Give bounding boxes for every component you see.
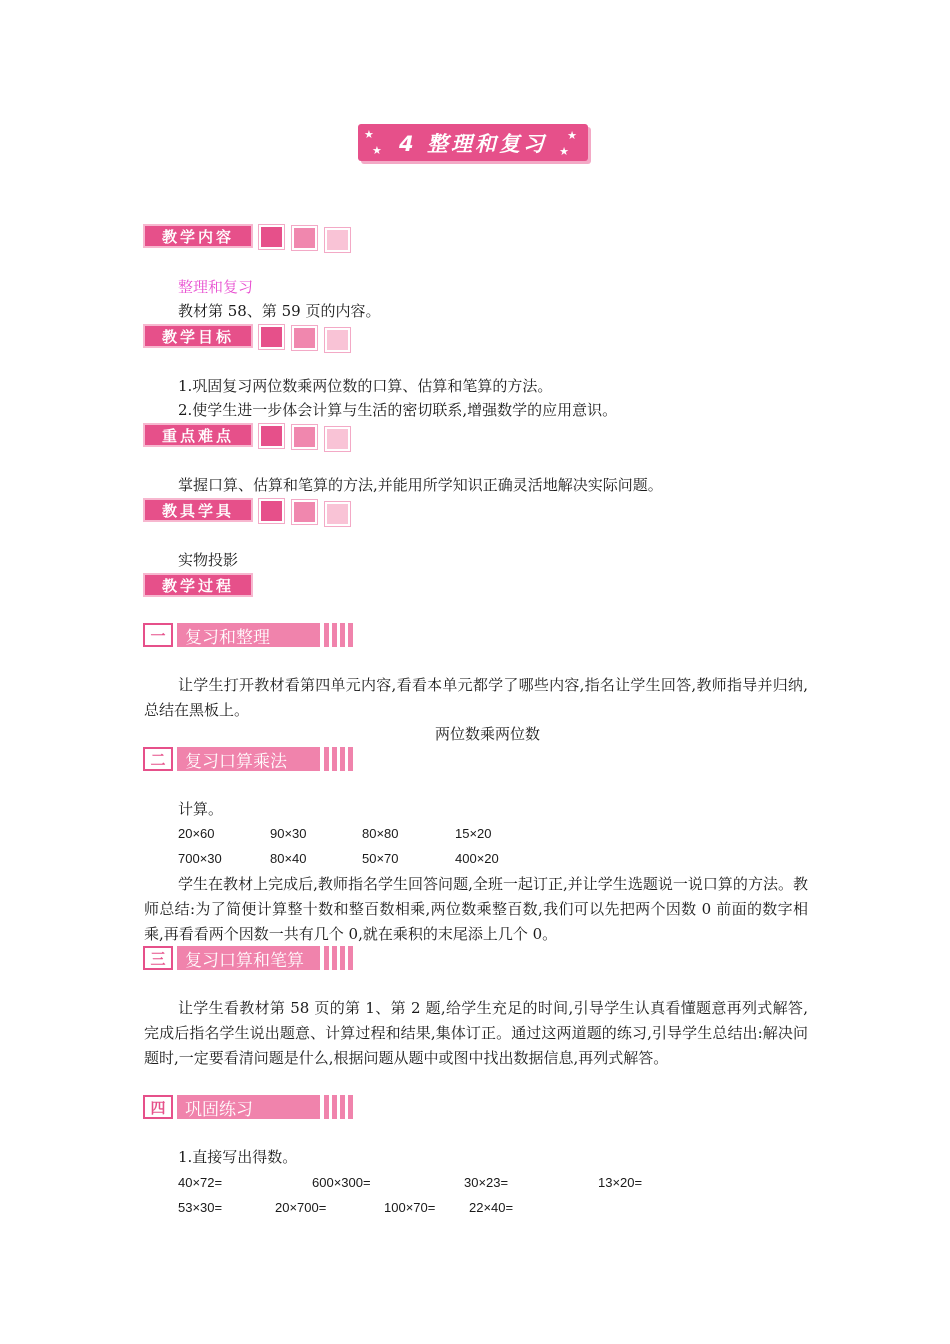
step1-paragraph: 让学生打开教材看第四单元内容,看看本单元都学了哪些内容,指名让学生回答,教师指导并归纳,总结在黑板上。 [144,676,808,719]
step-number: 四 [143,1095,173,1119]
tag-decoration [325,228,350,252]
tag-decoration [292,326,317,350]
stripe-decoration [324,1095,356,1119]
star-icon: ★ [559,145,572,158]
tag-decoration [325,427,350,451]
star-icon: ★ [364,128,377,141]
calc-item: 700×30 [178,851,222,866]
calc-item: 80×80 [362,826,399,841]
tag-decoration [259,424,284,448]
section-tag-process: 教学过程 [143,573,253,597]
exercise-item: 100×70= [384,1200,436,1215]
section-tag-keypoints: 重点难点 [143,423,253,447]
exercise-item: 30×23= [464,1175,509,1190]
tag-decoration [292,425,317,449]
step-banner-1 [143,623,361,647]
board-heading: 两位数乘两位数 [435,725,541,743]
exercise-item: 40×72= [178,1175,223,1190]
content-pages: 教材第 58、第 59 页的内容。 [178,302,381,320]
step2-paragraph: 学生在教材上完成后,教师指名学生回答问题,全班一起订正,并让学生选题说一说口算的方法。教师总结:为了简便计算整十数和整百数相乘,两位数乘整百数,我们可以先把两个因数 0 前面的数字相乘,再看看两个因数一共有几个 0,就在乘积的末尾添上几个 0。 [144,875,808,943]
star-icon: ★ [567,129,580,142]
step-title: 巩固练习 [177,1095,320,1119]
tag-decoration [259,225,284,249]
calc-item: 400×20 [455,851,499,866]
step-title: 复习口算乘法 [177,747,320,771]
step-title: 复习和整理 [177,623,320,647]
exercise-item: 22×40= [469,1200,514,1215]
section-tag-tools: 教具学具 [143,498,253,522]
tag-decoration [259,325,284,349]
step-number: 三 [143,946,173,970]
star-icon: ★ [372,144,385,157]
stripe-decoration [324,747,356,771]
tag-decoration [292,226,317,250]
exercise-item: 53×30= [178,1200,223,1215]
calc-item: 80×40 [270,851,307,866]
tools-text: 实物投影 [178,551,239,569]
exercise-item: 20×700= [275,1200,327,1215]
chapter-title: 4 整理和复习 [399,131,547,156]
stripe-decoration [324,623,356,647]
tag-decoration [259,499,284,523]
calc-item: 90×30 [270,826,307,841]
step-number: 二 [143,747,173,771]
step-banner-4 [143,1095,361,1119]
step-banner-2 [143,747,361,771]
chapter-title-banner [358,124,588,161]
content-topic: 整理和复习 [178,278,254,296]
step-number: 一 [143,623,173,647]
tag-decoration [325,328,350,352]
step2-intro: 计算。 [178,800,224,818]
stripe-decoration [324,946,356,970]
goal-item: 1.巩固复习两位数乘两位数的口算、估算和笔算的方法。 [178,377,553,395]
calc-item: 15×20 [455,826,492,841]
step-title: 复习口算和笔算 [177,946,320,970]
step3-paragraph: 让学生看教材第 58 页的第 1、第 2 题,给学生充足的时间,引导学生认真看懂题意再列式解答,完成后指名学生说出题意、计算过程和结果,集体订正。通过这两道题的练习,引导学生总结出:解决问题时,一定要看清问题是什么,根据问题从题中或图中找出数据信息,再列式解答。 [144,999,808,1067]
tag-decoration [292,500,317,524]
step-banner-3 [143,946,361,970]
exercise-item: 13×20= [598,1175,643,1190]
calc-item: 20×60 [178,826,215,841]
section-tag-goals: 教学目标 [143,324,253,348]
exercise-item: 600×300= [312,1175,371,1190]
goal-item: 2.使学生进一步体会计算与生活的密切联系,增强数学的应用意识。 [178,401,618,419]
calc-item: 50×70 [362,851,399,866]
step4-intro: 1.直接写出得数。 [178,1148,298,1166]
keypoints-text: 掌握口算、估算和笔算的方法,并能用所学知识正确灵活地解决实际问题。 [178,476,663,494]
tag-decoration [325,502,350,526]
section-tag-content: 教学内容 [143,224,253,248]
